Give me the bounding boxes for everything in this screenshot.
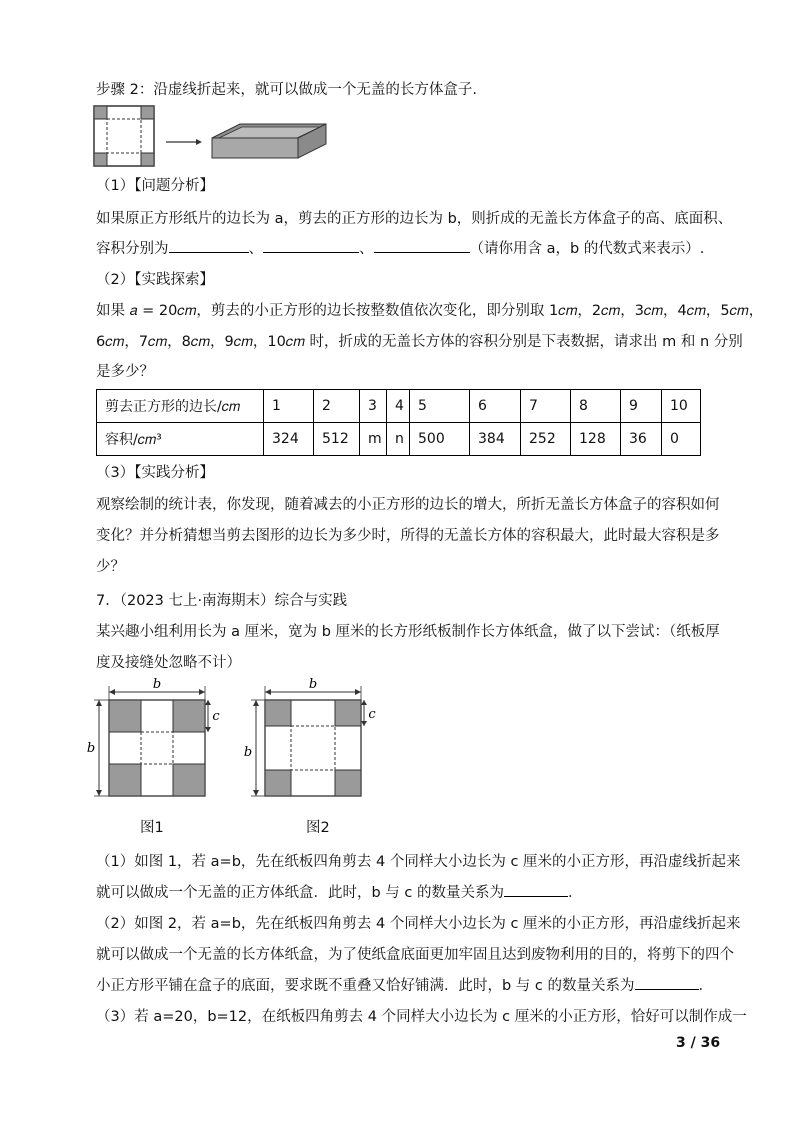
table-row — [97, 390, 701, 423]
s1-line2-prefix: 就可以做成一个无盖的正方体纸盒．此时，b 与 c 的数量关系为 — [96, 885, 505, 901]
q1-line2 — [96, 238, 704, 259]
figure-2 — [244, 678, 394, 806]
problem7-heading: 7．（2023 七上·南海期末）综合与实践 — [96, 593, 348, 609]
s2-line3-prefix: 小正方形平铺在盒子的底面，要求既不重叠又恰好铺满．此时，b 与 c 的数量关系为 — [96, 978, 635, 994]
table-row-header: 容积/𝑐𝑚³ — [97, 423, 264, 456]
problem7-intro-line1: 某兴趣小组利用长为 a 厘米，宽为 b 厘米的长方形纸板制作长方体纸盒，做了以下尝试：（纸板厚 — [96, 624, 720, 640]
s1-line2-suffix: ． — [568, 885, 583, 901]
q1-line2-suffix: （请你用含 a，b 的代数式来表示）. — [469, 241, 705, 257]
table-cell: 6 — [470, 390, 521, 423]
table-cell: 3 — [360, 390, 387, 423]
table-row-header: 剪去正方形的边长/𝑐𝑚 — [97, 390, 264, 423]
answer-blank-s1[interactable] — [504, 882, 568, 897]
s2-line1: （2）如图 2，若 a=b，先在纸板四角剪去 4 个同样大小边长为 c 厘米的小正方形，再沿虚线折起来 — [96, 916, 741, 932]
table-cell: 7 — [521, 390, 571, 423]
table-cell: 4 — [387, 390, 410, 423]
s2-line2: 就可以做成一个无盖的长方体纸盒，为了使纸盒底面更加牢固且达到废物利用的目的，将剪下的四个 — [96, 947, 734, 963]
q1-line1: 如果原正方形纸片的边长为 a，剪去的正方形的边长为 b，则折成的无盖长方体盒子的高、底面积、 — [96, 211, 733, 227]
answer-blank-height[interactable] — [169, 238, 249, 253]
problem7-intro-line2: 度及接缝处忽略不计） — [96, 655, 241, 671]
s3-line1: （3）若 a=20，b=12，在纸板四角剪去 4 个同样大小边长为 c 厘米的小正方形，恰好可以制作成一 — [96, 1009, 747, 1025]
table-cell: 252 — [521, 423, 571, 456]
q3-line2: 变化？并分析猜想当剪去图形的边长为多少时，所得的无盖长方体的容积最大，此时最大容积是多 — [96, 528, 720, 544]
table-cell: 2 — [314, 390, 360, 423]
answer-blank-base-area[interactable] — [263, 238, 359, 253]
figure-2-caption: 图2 — [306, 820, 330, 836]
q1-title: （1）【问题分析】 — [96, 178, 214, 194]
table-cell: 1 — [264, 390, 314, 423]
q1-sep1: 、 — [248, 241, 263, 257]
q1-line2-prefix: 容积分别为 — [96, 241, 169, 257]
s2-line3-suffix: ． — [698, 978, 714, 994]
fig1-label-b-left: b — [86, 741, 96, 756]
q2-title: （2）【实践探索】 — [96, 272, 214, 288]
fig2-label-c: c — [368, 707, 376, 722]
volume-table — [96, 389, 701, 456]
fig2-label-b-left: b — [244, 745, 253, 760]
q3-line1: 观察绘制的统计表，你发现，随着减去的小正方形的边长的增大，所折无盖长方体盒子的容积如何 — [96, 497, 720, 513]
q3-line3: 少？ — [96, 559, 125, 575]
page-number: 3 / 36 — [676, 1035, 721, 1051]
answer-blank-s2[interactable] — [635, 975, 699, 990]
answer-blank-volume[interactable] — [374, 238, 470, 253]
table-cell: 9 — [621, 390, 662, 423]
arrow-icon — [166, 139, 202, 145]
table-cell: 10 — [662, 390, 701, 423]
step2-text: 步骤 2：沿虚线折起来，就可以做成一个无盖的长方体盒子. — [96, 82, 477, 98]
table-cell: 5 — [410, 390, 470, 423]
fig2-label-b-top: b — [308, 678, 318, 692]
q2-line1: 如果 𝑎 = 20𝑐𝑚，剪去的小正方形的边长按整数值依次变化，即分别取 1𝑐𝑚，2𝑐𝑚，3𝑐𝑚，4𝑐𝑚，5𝑐𝑚， — [96, 303, 764, 319]
table-cell: 36 — [621, 423, 662, 456]
table-cell: m — [360, 423, 387, 456]
table-row — [97, 423, 701, 456]
s1-line2 — [96, 882, 583, 903]
open-box-diagram — [212, 124, 326, 158]
q2-line2: 6𝑐𝑚，7𝑐𝑚，8𝑐𝑚，9𝑐𝑚，10𝑐𝑚 时，折成的无盖长方体的容积分别是下表数据，请求出 m 和 n 分别 — [96, 334, 743, 350]
fig1-label-b-top: b — [152, 678, 162, 692]
s2-line3 — [96, 975, 713, 996]
q2-line3: 是多少？ — [96, 364, 154, 380]
q3-title: （3）【实践分析】 — [96, 465, 214, 481]
cut-square-diagram — [94, 106, 154, 166]
table-cell: 0 — [662, 423, 701, 456]
table-cell: 128 — [571, 423, 621, 456]
table-cell: 324 — [264, 423, 314, 456]
table-cell: 8 — [571, 390, 621, 423]
fig1-label-c: c — [212, 709, 220, 724]
table-cell: 512 — [314, 423, 360, 456]
figure-1-caption: 图1 — [140, 820, 164, 836]
q1-sep2: 、 — [359, 241, 374, 257]
table-cell: 384 — [470, 423, 521, 456]
step2-figure — [90, 104, 340, 168]
s1-line1: （1）如图 1，若 a=b，先在纸板四角剪去 4 个同样大小边长为 c 厘米的小正方形，再沿虚线折起来 — [96, 854, 741, 870]
table-cell: 500 — [410, 423, 470, 456]
table-cell: n — [387, 423, 410, 456]
figure-1 — [84, 678, 234, 806]
